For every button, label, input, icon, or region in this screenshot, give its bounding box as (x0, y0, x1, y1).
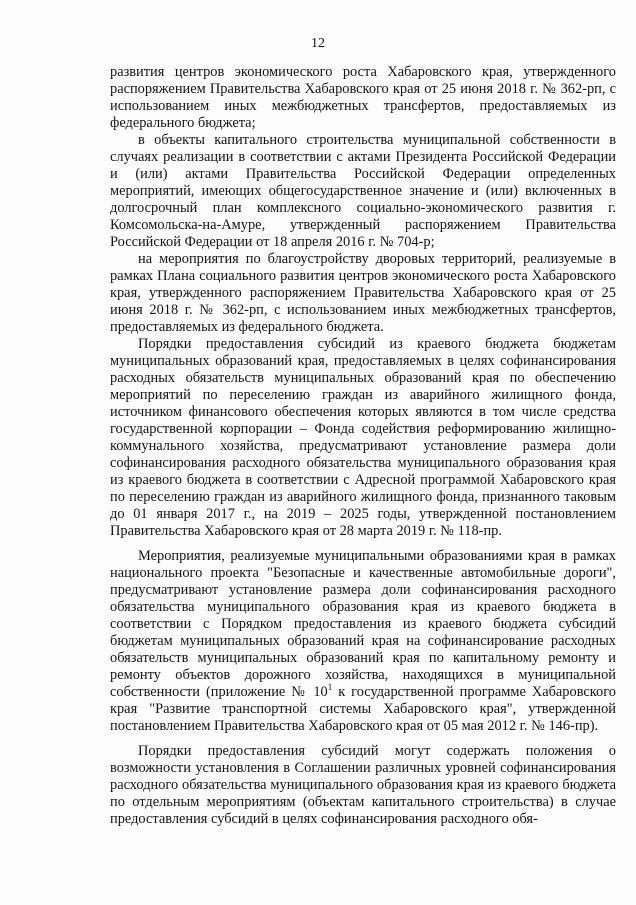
paragraph-yard-improvement: на мероприятия по благоустройству дворовых территорий, реализуемые в рамках Плана социального развития центров экономического роста Хабаровского края, утвержденного распоряжением Правительства Хабаровского края от 25 июня 2018 г. № 362-рп, с использованием иных межбюджетных трансфертов, предоставляемых из федерального бюджета. (110, 251, 616, 335)
paragraph-gap (110, 540, 616, 548)
paragraph-road-project-text-end: к государственной программе Хабаровского края "Развитие транспортной системы Хабаровского края", утвержденной постановлением Правительства Хабаровского края от 05 мая 2012 г. № 146-пр). (110, 684, 616, 734)
paragraph-gap (110, 735, 616, 743)
paragraph-road-project-text: Мероприятия, реализуемые муниципальными образованиями края в рамках национального проекта "Безопасные и качественные автомобильные дороги", предусматривают установление размера доли софинансирования расходного обязательства муниципального образования края из краевого бюджета в соответствии с Порядком предоставления из краевого бюджета субсидий бюджетам муниципальных образований края на софинансирование расходных обязательств муниципальных образований края по капитальному ремонту и ремонту объектов дорожного хозяйства, находящихся в муниципальной собственности (приложение № 10 (110, 548, 616, 700)
paragraph-cofinancing-levels: Порядки предоставления субсидий могут содержать положения о возможности установления в Соглашении различных уровней софинансирования расходного обязательства муниципального образования края из краевого бюджета по отдельным мероприятиям (объектам капитального строительства) в случае предоставления субсидий в целях софинансирования расходного обя- (110, 743, 616, 827)
paragraph-continuation: развития центров экономического роста Хабаровского края, утвержденного распоряжением Правительства Хабаровского края от 25 июня 2018 г. № 362-рп, с использованием иных межбюджетных трансфертов, предоставляемых из федерального бюджета; (110, 64, 616, 131)
paragraph-road-project (110, 548, 616, 735)
paragraph-capital-construction: в объекты капитального строительства муниципальной собственности в случаях реализации в соответствии с актами Президента Российской Федерации и (или) актами Правительства Российской Федерации определенных мероприятий, имеющих общегосударственное значение и (или) включенных в долгосрочный план комплексного социально-экономического развития г. Комсомольска-на-Амуре, утвержденный распоряжением Правительства Российской Федерации от 18 апреля 2016 г. № 704-р; (110, 132, 616, 250)
page-number: 12 (311, 36, 325, 51)
document-body (110, 64, 616, 828)
paragraph-resettlement-subsidies: Порядки предоставления субсидий из краевого бюджета бюджетам муниципальных образований края, предоставляемых в целях софинансирования расходных обязательств муниципальных образований края по обеспечению мероприятий по переселению граждан из аварийного жилищного фонда, источником финансового обеспечения которых являются в том числе средства государственной корпорации – Фонда содействия реформированию жилищно-коммунального хозяйства, предусматривают установление размера доли софинансирования расходного обязательства муниципального образования края из краевого бюджета в соответствии с Адресной программой Хабаровского края по переселению граждан из аварийного жилищного фонда, признанного таковым до 01 января 2017 г., на 2019 – 2025 годы, утвержденной постановлением Правительства Хабаровского края от 28 марта 2019 г. № 118-пр. (110, 336, 616, 539)
appendix-superscript: 1 (327, 682, 333, 693)
